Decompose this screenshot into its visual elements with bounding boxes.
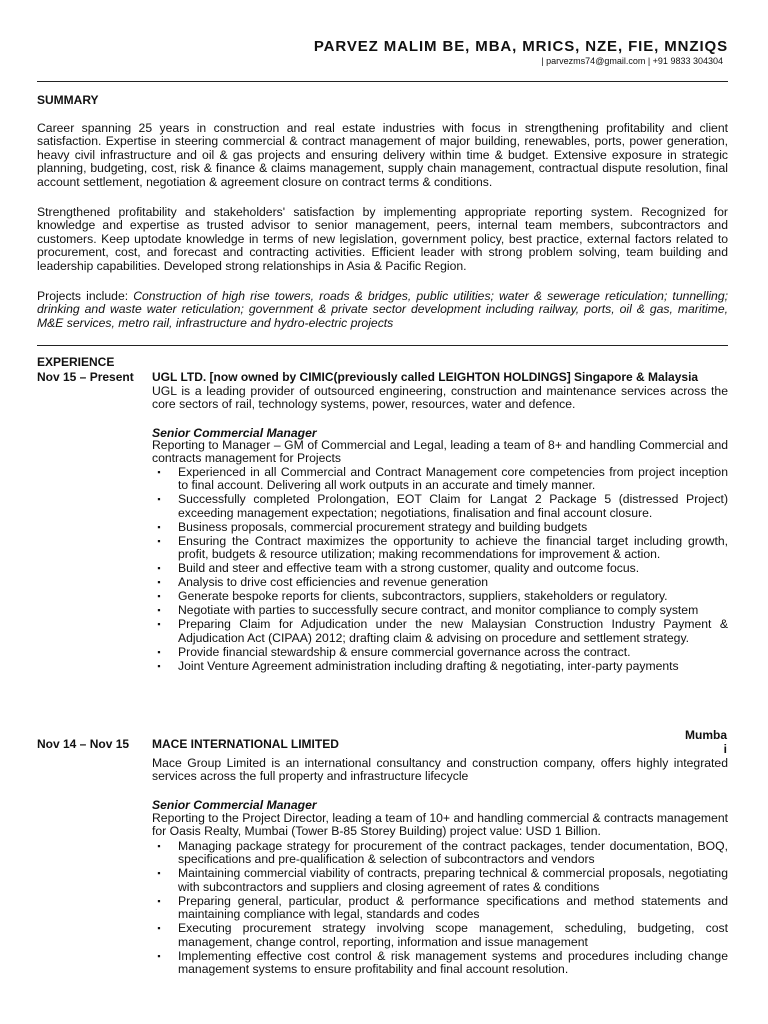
- list-item: ▪ Successfully completed Prolongation, EOT Claim for Langat 2 Package 5 (distressed Project) exceeding management expectation; negotiations, finalisation and final account closure.: [152, 493, 728, 520]
- responsibility-list: [152, 840, 728, 977]
- bullet-icon: ▪: [157, 535, 161, 546]
- header-divider: [37, 81, 728, 82]
- list-item: ▪ Maintaining commercial viability of contracts, preparing technical & commercial proposals, negotiating with subcontractors and suppliers and closing agreement of rates & conditions: [152, 867, 728, 894]
- projects-paragraph: [37, 290, 728, 330]
- bullet-icon: ▪: [157, 646, 161, 657]
- list-item: ▪ Negotiate with parties to successfully secure contract, and monitor compliance to comply system: [152, 604, 728, 617]
- job-role: Senior Commercial Manager: [152, 798, 317, 812]
- bullet-icon: ▪: [157, 605, 161, 616]
- job-reporting: Reporting to Manager – GM of Commercial and Legal, leading a team of 8+ and handling Commercial and contracts management for Projects: [152, 438, 728, 466]
- projects-text: Construction of high rise towers, roads & bridges, public utilities; water & sewerage reticulation; tunnelling; drinking and waste water reticulation; government & private sector development including railway, ports, oil & gas, maritime, M&E services, metro rail, infrastructure and hydro-electric projects: [37, 289, 728, 330]
- bullet-icon: ▪: [157, 591, 161, 602]
- list-item: ▪ Experienced in all Commercial and Contract Management core competencies from project inception to final account. Delivering all work outputs in an accurate and timely manner.: [152, 466, 728, 493]
- contact-line: | parvezms74@gmail.com | +91 9833 304304: [541, 56, 723, 66]
- list-item: ▪ Provide financial stewardship & ensure commercial governance across the contract.: [152, 646, 728, 659]
- list-item: ▪ Business proposals, commercial procurement strategy and building budgets: [152, 521, 728, 534]
- bullet-icon: ▪: [157, 563, 161, 574]
- list-item: ▪ Analysis to drive cost efficiencies and revenue generation: [152, 576, 728, 589]
- summary-paragraph-1: Career spanning 25 years in construction and real estate industries with focus in strengthening profitability and client satisfaction. Expertise in steering commercial & contract management of major building, renewables, ports, power generation, heavy civil infrastructure and oil & gas projects and ensuring delivery within time & budget. Extensive exposure in strategic planning, budgeting, cost, risk & finance & claims management, supply chain management, contractual dispute resolution, final account settlement, negotiation & agreement closure on contract terms & conditions.: [37, 121, 728, 189]
- list-item: ▪ Joint Venture Agreement administration including drafting & negotiating, inter-party payments: [152, 660, 728, 673]
- bullet-icon: ▪: [157, 895, 161, 906]
- list-item: ▪ Managing package strategy for procurement of the contract packages, tender documentation, BOQ, specifications and pre-qualification & selection of subcontractors and vendors: [152, 840, 728, 867]
- company-description: Mace Group Limited is an international consultancy and construction company, offers highly integrated services across the full property and infrastructure lifecycle: [152, 756, 728, 784]
- responsibility-list: [152, 466, 728, 674]
- summary-paragraph-2: Strengthened profitability and stakeholders' satisfaction by implementing appropriate reporting system. Recognized for knowledge and expertise as trusted advisor to senior management, peers, internal team members, subcontractors and customers. Keep uptodate knowledge in terms of new legislation, government policy, best practice, external factors related to procurement, cost, and forecast and contracting activities. Efficient leader with strong problem solving, team building and leadership capabilities. Developed strong relationships in Asia & Pacific Region.: [37, 205, 728, 273]
- section-divider: [37, 345, 728, 346]
- job-reporting: Reporting to the Project Director, leading a team of 10+ and handling commercial & contracts management for Oasis Realty, Mumbai (Tower B-85 Storey Building) project value: USD 1 Billion.: [152, 811, 728, 839]
- bullet-icon: ▪: [157, 923, 161, 934]
- company-name: MACE INTERNATIONAL LIMITED: [152, 737, 339, 751]
- company-description: UGL is a leading provider of outsourced engineering, construction and maintenance services across the core sectors of rail, technology systems, power, resources, water and defence.: [152, 384, 728, 412]
- bullet-icon: ▪: [157, 950, 161, 961]
- list-item: ▪ Implementing effective cost control & risk management systems and procedures including change management systems to ensure profitability and final account resolution.: [152, 950, 728, 977]
- list-item: ▪ Preparing general, particular, product & performance specifications and method statements and maintaining compliance with legal, standards and codes: [152, 895, 728, 922]
- job-location: Mumba i: [685, 728, 727, 756]
- bullet-icon: ▪: [157, 494, 161, 505]
- projects-label: Projects include:: [37, 289, 134, 303]
- list-item: ▪ Generate bespoke reports for clients, subcontractors, suppliers, stakeholders or regulatory.: [152, 590, 728, 603]
- list-item: ▪ Executing procurement strategy involving scope management, scheduling, budgeting, cost management, change control, reporting, information and issue management: [152, 922, 728, 949]
- candidate-name: PARVEZ MALIM BE, MBA, MRICS, NZE, FIE, MNZIQS: [313, 38, 728, 55]
- bullet-icon: ▪: [157, 619, 161, 630]
- bullet-icon: ▪: [157, 868, 161, 879]
- bullet-icon: ▪: [157, 521, 161, 532]
- bullet-icon: ▪: [157, 660, 161, 671]
- bullet-icon: ▪: [157, 467, 161, 477]
- list-item: ▪ Preparing Claim for Adjudication under the new Malaysian Construction Industry Payment & Adjudication Act (CIPAA) 2012; drafting claim & advising on procedure and settlement strategy.: [152, 618, 728, 645]
- summary-heading: SUMMARY: [37, 93, 99, 107]
- list-item: ▪ Ensuring the Contract maximizes the opportunity to achieve the financial target including growth, profit, budgets & resource utilization; making recommendations for improvement & action.: [152, 535, 728, 562]
- company-name: UGL LTD. [now owned by CIMIC(previously called LEIGHTON HOLDINGS] Singapore & Malaysia: [152, 370, 699, 384]
- job-dates: Nov 15 – Present: [37, 370, 134, 384]
- bullet-icon: ▪: [157, 577, 161, 588]
- experience-heading: EXPERIENCE: [37, 355, 115, 369]
- job-dates: Nov 14 – Nov 15: [37, 737, 130, 751]
- list-item: ▪ Build and steer and effective team with a strong customer, quality and outcome focus.: [152, 562, 728, 575]
- job-role: Senior Commercial Manager: [152, 426, 317, 440]
- bullet-icon: ▪: [157, 841, 161, 851]
